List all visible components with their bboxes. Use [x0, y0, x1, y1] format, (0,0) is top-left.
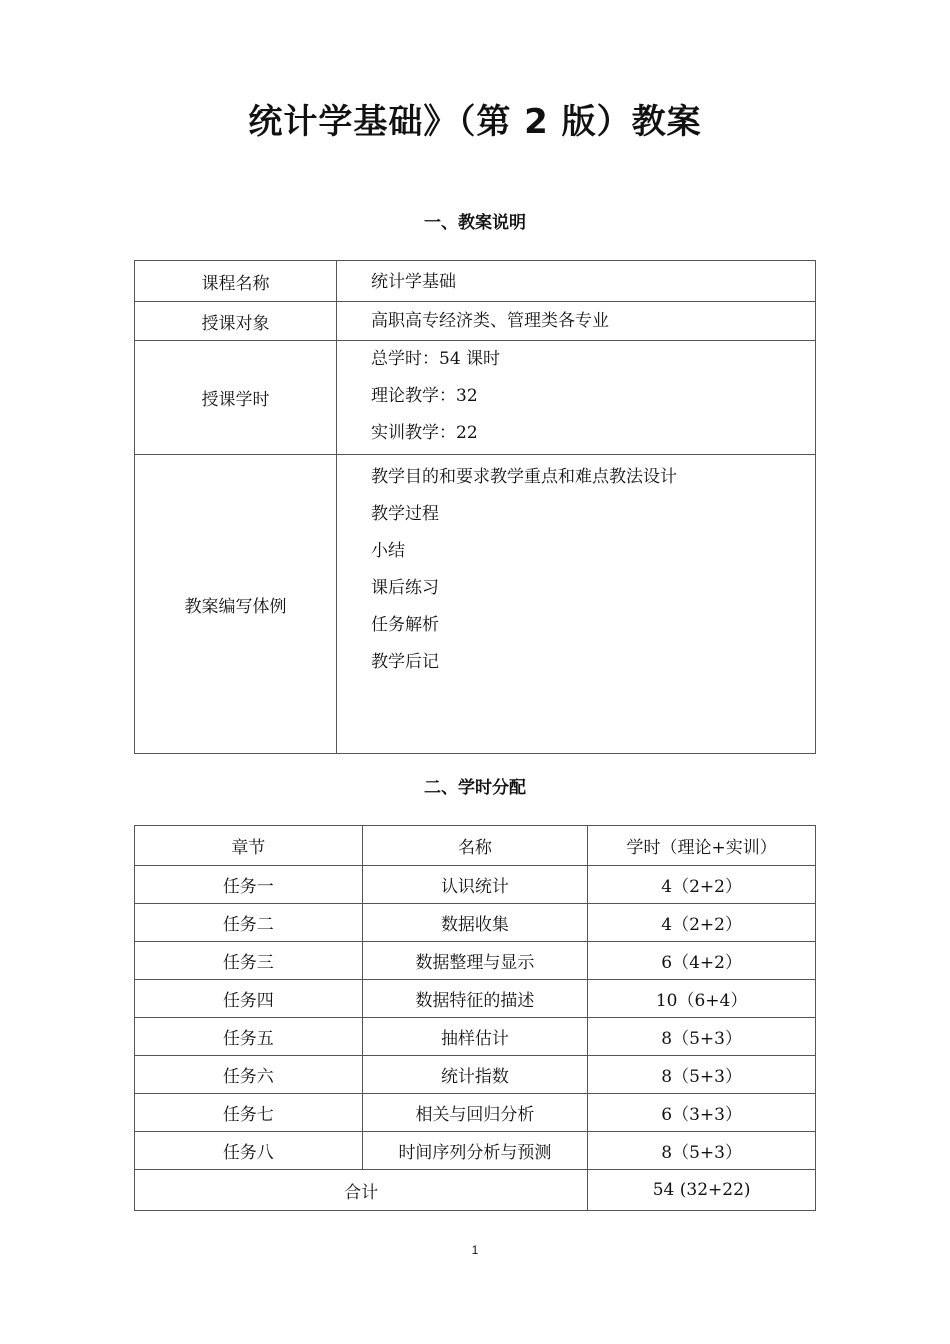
table-row [135, 341, 816, 455]
hours-cell: 4（2+2） [588, 866, 816, 904]
row-label: 授课学时 [135, 341, 337, 455]
name-cell: 数据收集 [362, 904, 588, 942]
row-value-line: 理论教学：32 [371, 386, 478, 406]
row-value-line: 课后练习 [371, 578, 439, 598]
row-value-line: 实训教学：22 [371, 423, 478, 443]
chapter-cell: 任务七 [135, 1094, 363, 1132]
lesson-plan-description-table [134, 260, 816, 754]
hours-cell: 6（3+3） [588, 1094, 816, 1132]
column-header: 章节 [135, 826, 363, 866]
table-row [135, 302, 816, 341]
table-row [135, 1056, 816, 1094]
row-value [337, 341, 816, 455]
row-value-line: 高职高专经济类、管理类各专业 [371, 311, 609, 331]
table-row [135, 980, 816, 1018]
row-value-line: 教学目的和要求教学重点和难点教法设计 [371, 467, 677, 487]
section-heading-hour-allocation: 二、学时分配 [424, 778, 526, 798]
table-row [135, 1132, 816, 1170]
chapter-cell: 任务四 [135, 980, 363, 1018]
chapter-cell: 任务八 [135, 1132, 363, 1170]
row-value-line: 任务解析 [371, 615, 439, 635]
name-cell: 数据特征的描述 [362, 980, 588, 1018]
name-cell: 时间序列分析与预测 [362, 1132, 588, 1170]
row-value-line: 教学后记 [371, 652, 439, 672]
hours-cell: 8（5+3） [588, 1056, 816, 1094]
table-row [135, 866, 816, 904]
column-header: 学时（理论+实训） [588, 826, 816, 866]
row-label: 课程名称 [135, 261, 337, 302]
hours-cell: 4（2+2） [588, 904, 816, 942]
hours-cell: 8（5+3） [588, 1018, 816, 1056]
name-cell: 认识统计 [362, 866, 588, 904]
row-value [337, 261, 816, 302]
chapter-cell: 任务六 [135, 1056, 363, 1094]
name-cell: 数据整理与显示 [362, 942, 588, 980]
name-cell: 统计指数 [362, 1056, 588, 1094]
total-label-cell: 合计 [135, 1170, 588, 1211]
hours-cell: 6（4+2） [588, 942, 816, 980]
column-header: 名称 [362, 826, 588, 866]
table-row [135, 1094, 816, 1132]
table-row [135, 904, 816, 942]
section-heading-lesson-plan-description: 一、教案说明 [424, 213, 526, 233]
chapter-cell: 任务一 [135, 866, 363, 904]
hour-allocation-table [134, 825, 816, 1211]
row-value-line: 小结 [371, 541, 405, 561]
table-row [135, 1018, 816, 1056]
row-value-line: 教学过程 [371, 504, 439, 524]
page-number: 1 [471, 1243, 479, 1257]
row-label: 授课对象 [135, 302, 337, 341]
chapter-cell: 任务五 [135, 1018, 363, 1056]
table-total-row [135, 1170, 816, 1211]
row-value-line: 统计学基础 [371, 272, 456, 292]
chapter-cell: 任务三 [135, 942, 363, 980]
document-title: 统计学基础》（第 2 版）教案 [248, 102, 702, 142]
name-cell: 相关与回归分析 [362, 1094, 588, 1132]
name-cell: 抽样估计 [362, 1018, 588, 1056]
chapter-cell: 任务二 [135, 904, 363, 942]
table-row [135, 455, 816, 754]
table-header-row [135, 826, 816, 866]
row-value [337, 302, 816, 341]
row-value [337, 455, 816, 754]
table-row [135, 942, 816, 980]
row-value-line: 总学时：54 课时 [371, 349, 501, 369]
hours-cell: 10（6+4） [588, 980, 816, 1018]
total-value-cell: 54 (32+22) [588, 1170, 816, 1211]
hours-cell: 8（5+3） [588, 1132, 816, 1170]
row-label: 教案编写体例 [135, 455, 337, 754]
table-row [135, 261, 816, 302]
